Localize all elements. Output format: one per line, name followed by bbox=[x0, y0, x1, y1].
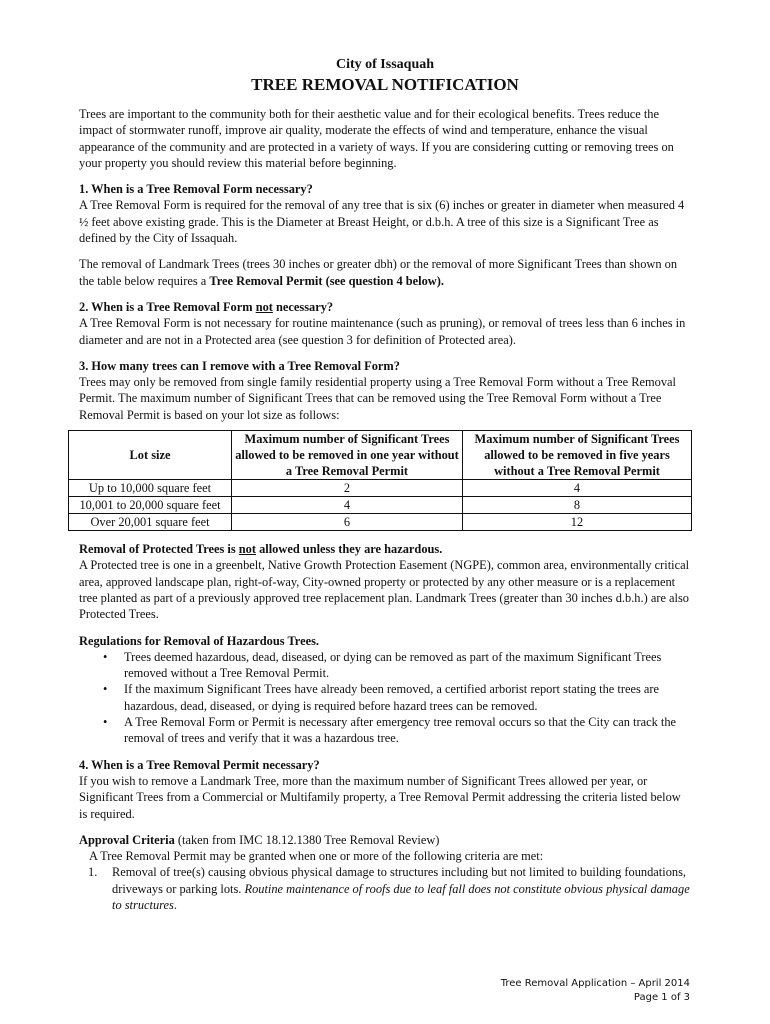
q2-heading-post: necessary? bbox=[272, 299, 334, 314]
intro-paragraph: Trees are important to the community both for their aesthetic value and for their ecological benefits. Trees reduce the impact of stormwater runoff, improve air quality, moderate the effects of wind and temperature, enhance the visual appearance of the community and are protected in a variety of ways. If you are considering cutting or removing trees on your property you should review this material before beginning. bbox=[79, 107, 674, 170]
q4-paragraph: If you wish to remove a Landmark Tree, more than the maximum number of Significant Trees allowed per year, or Significant Trees from a Commercial or Multifamily property, a Tree Removal Permit addressing the criteria listed below is required. bbox=[79, 773, 681, 821]
list-item-italic: Routine maintenance of roofs due to leaf fall does not constitute obvious physical damage to structures bbox=[112, 881, 690, 912]
q2-heading bbox=[79, 299, 691, 315]
bullet-icon: • bbox=[103, 682, 108, 697]
city-name: City of Issaquah bbox=[335, 57, 435, 72]
table-row bbox=[69, 480, 692, 497]
list-item bbox=[103, 649, 691, 682]
table-header-one-year: Maximum number of Significant Trees allowed to be removed in one year without a Tree Removal Permit bbox=[232, 431, 463, 480]
protected-heading-pre: Removal of Protected Trees is bbox=[79, 542, 239, 557]
q2-paragraph: A Tree Removal Form is not necessary for routine maintenance (such as pruning), or removal of trees less than 6 inches in diameter and are not in a Protected area (see question 3 for definition of Protected area). bbox=[79, 316, 686, 347]
criteria-list bbox=[79, 864, 691, 913]
approval-heading-rest: (taken from IMC 18.12.1380 Tree Removal Review) bbox=[174, 832, 440, 847]
hazard-heading: Regulations for Removal of Hazardous Trees. bbox=[79, 633, 319, 648]
list-item-text: If the maximum Significant Trees have already been removed, a certified arborist report stating the trees are hazardous, dead, diseased, or dying is required before hazard trees can be removed. bbox=[124, 682, 660, 713]
table-cell: 4 bbox=[232, 497, 463, 514]
table-cell: 12 bbox=[463, 514, 692, 531]
table-row bbox=[69, 514, 692, 531]
table-header-lot-size: Lot size bbox=[69, 431, 232, 480]
table-cell: 10,001 to 20,000 square feet bbox=[69, 497, 232, 514]
document-page bbox=[79, 56, 691, 913]
approval-heading-bold: Approval Criteria bbox=[79, 832, 175, 847]
footer-page-number: Page 1 of 3 bbox=[633, 992, 690, 1003]
q1-p2-bold: Tree Removal Permit (see question 4 below). bbox=[209, 273, 444, 288]
q2-heading-pre: 2. When is a Tree Removal Form bbox=[79, 299, 253, 314]
list-item-number: 1. bbox=[88, 865, 98, 880]
q1-paragraph: A Tree Removal Form is required for the removal of any tree that is six (6) inches or greater in diameter when measured 4 ½ feet above existing grade. This is the Diameter at Breast Height, or d.b.h. A tree of this size is a Significant Tree as defined by the City of Issaquah. bbox=[79, 198, 685, 246]
q1-paragraph-2 bbox=[79, 256, 691, 289]
hazard-list bbox=[79, 649, 691, 747]
protected-paragraph: A Protected tree is one in a greenbelt, Native Growth Protection Easement (NGPE), common area, environmentally critical area, approved landscape plan, right-of-way, City-owned property or protected by any other measure or is a replacement tree planted as part of a previously approved tree replacement plan. Landmark Trees (greater than 30 inches d.b.h.) are also Protected Trees. bbox=[79, 558, 690, 622]
table-header-five-years: Maximum number of Significant Trees allowed to be removed in five years without a Tree Removal Permit bbox=[463, 431, 692, 480]
approval-heading bbox=[79, 832, 691, 848]
table-cell: 2 bbox=[232, 480, 463, 497]
table-cell: 8 bbox=[463, 497, 692, 514]
table-cell: 4 bbox=[463, 480, 692, 497]
approval-intro: A Tree Removal Permit may be granted when one or more of the following criteria are met: bbox=[89, 849, 544, 864]
q1-heading: 1. When is a Tree Removal Form necessary? bbox=[79, 182, 313, 197]
list-item-text: Removal of tree(s) causing obvious physical damage to structures including but not limited to building foundations, driveways or parking lots. bbox=[112, 865, 686, 896]
footer-doc-title: Tree Removal Application – April 2014 bbox=[500, 978, 690, 989]
list-item bbox=[88, 864, 691, 913]
q1-p2-text: The removal of Landmark Trees (trees 30 inches or greater dbh) or the removal of more Significant Trees than shown on the table below requires a bbox=[79, 257, 678, 288]
q3-heading: 3. How many trees can I remove with a Tree Removal Form? bbox=[79, 358, 400, 373]
table-cell: Over 20,001 square feet bbox=[69, 514, 232, 531]
lot-size-table bbox=[68, 430, 692, 531]
list-item-end: . bbox=[173, 897, 177, 912]
protected-heading-post: allowed unless they are hazardous. bbox=[256, 542, 443, 557]
list-item bbox=[103, 681, 691, 714]
q3-paragraph: Trees may only be removed from single family residential property using a Tree Removal Form without a Tree Removal Permit. The maximum number of Significant Trees that can be removed using the Tree Removal Form without a Tree Removal Permit is based on your lot size as follows: bbox=[79, 375, 676, 422]
list-item-text: Trees deemed hazardous, dead, diseased, or dying can be removed as part of the maximum Significant Trees removed without a Tree Removal Permit. bbox=[124, 649, 662, 681]
table-cell: 6 bbox=[232, 514, 463, 531]
protected-heading bbox=[79, 541, 691, 557]
table-header-row bbox=[69, 431, 692, 480]
page-footer bbox=[501, 977, 690, 1005]
table-row bbox=[69, 497, 692, 514]
q4-heading: 4. When is a Tree Removal Permit necessary? bbox=[79, 757, 320, 772]
bullet-icon: • bbox=[103, 649, 108, 664]
bullet-icon: • bbox=[103, 715, 108, 730]
list-item bbox=[103, 714, 691, 747]
document-title: TREE REMOVAL NOTIFICATION bbox=[251, 75, 519, 94]
list-item-text: A Tree Removal Form or Permit is necessary after emergency tree removal occurs so that the City can track the removal of trees and verify that it was a hazardous tree. bbox=[124, 715, 677, 746]
q2-heading-underlined: not bbox=[255, 299, 273, 314]
protected-heading-underlined: not bbox=[238, 542, 256, 557]
table-cell: Up to 10,000 square feet bbox=[69, 480, 232, 497]
